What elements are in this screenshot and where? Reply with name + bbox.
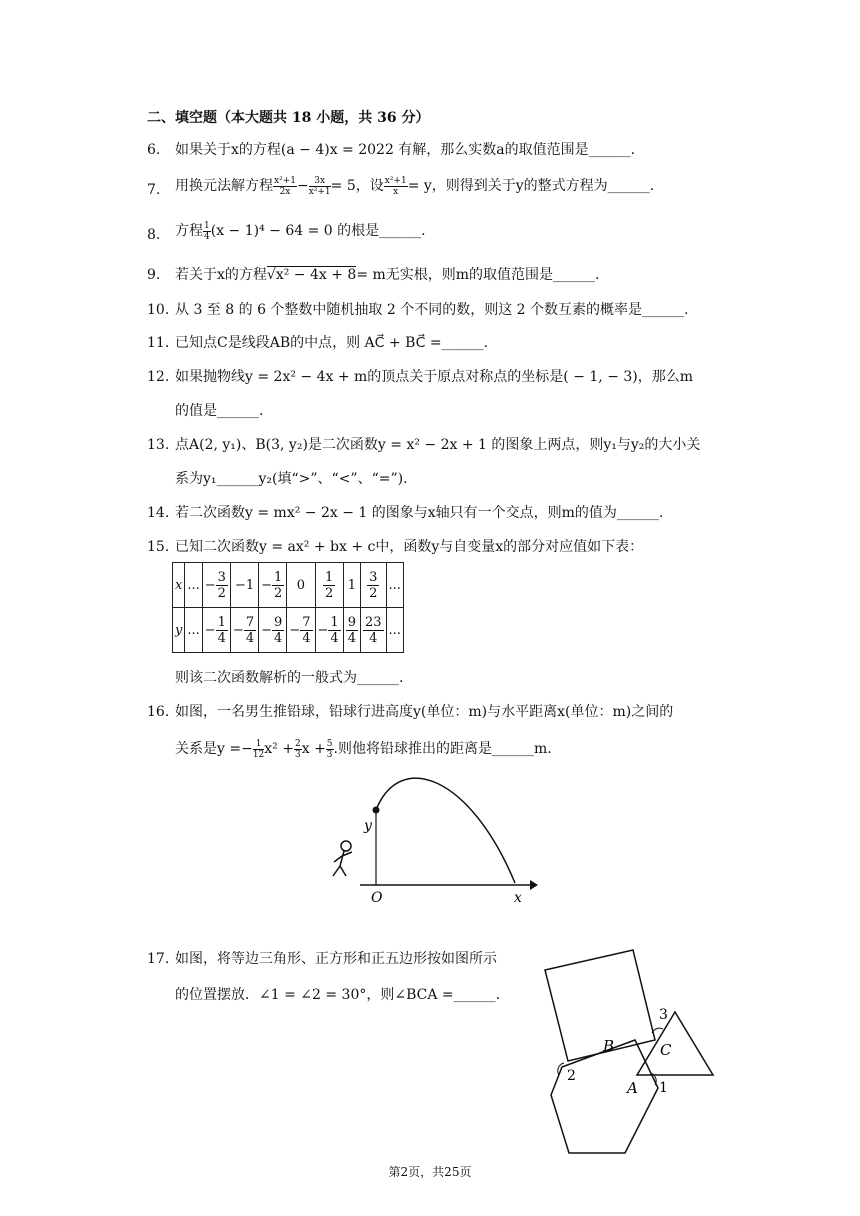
label-C: C (660, 1041, 672, 1059)
q12-number: 12. (147, 369, 170, 385)
table-cell-y-4: − $\frac{1}{4}$ (315, 608, 343, 653)
table-row-y (173, 608, 404, 653)
q16-fraction-2: $\frac{2}{3}$ (294, 738, 301, 760)
q7-part-a: 用换元法解方程 (175, 178, 273, 194)
table-cell-dots: ... (185, 563, 202, 608)
q7-part-c: = y，则得到关于y的整式方程为______. (407, 178, 655, 194)
table-cell-dots: ... (185, 608, 202, 653)
q16-part-c: x + (301, 741, 326, 757)
q9-number: 9. (147, 267, 161, 283)
q16-line1: 如图，一名男生推铅球，铅球行进高度y(单位：m)与水平距离x(单位：m)之间的 (175, 704, 674, 720)
page-footer: 第2页，共25页 (388, 1165, 472, 1179)
label-angle-2: 2 (567, 1068, 576, 1084)
q7-number: 7. (147, 182, 161, 198)
table-cell-x-0: − $\frac{3}{2}$ (202, 563, 230, 608)
label-angle-3: 3 (659, 1007, 668, 1023)
q9-part-a: 若关于x的方程 (175, 267, 267, 283)
label-angle-1: 1 (659, 1080, 668, 1096)
value-table (172, 562, 404, 653)
q17-line2: 的位置摆放．∠1 = ∠2 = 30°，则∠BCA =______. (175, 987, 501, 1003)
table-cell-y-label: y (173, 608, 185, 653)
q11-text: 已知点C是线段AB的中点，则 AC⃗ + BC⃗ =______. (175, 335, 489, 351)
q8-fraction: $\frac{1}{4}$ (204, 220, 210, 242)
q9-text (175, 266, 600, 284)
q17-line1: 如图，将等边三角形、正方形和正五边形按如图所示 (175, 951, 497, 967)
table-cell-y-0: − $\frac{1}{4}$ (202, 608, 230, 653)
table-cell-x-3: 0 (287, 563, 315, 608)
q15-after: 则该二次函数解析的一般式为______. (175, 670, 404, 686)
q8-part-a: 方程 (175, 223, 203, 239)
q8-part-b: (x − 1)⁴ − 64 = 0 的根是______. (210, 223, 426, 239)
fig-x-label: x (514, 890, 522, 906)
polygons-figure (535, 935, 735, 1160)
shot-put-figure (320, 770, 540, 910)
q12-line1: 如果抛物线y = 2x² − 4x + m的顶点关于原点对称点的坐标是( − 1, − 3)，那么m (175, 369, 694, 385)
q6-text: 如果关于x的方程(a − 4)x = 2022 有解，那么实数a的取值范围是______. (175, 142, 636, 158)
q16-part-b: x² + (264, 741, 294, 757)
q16-fraction-3: $\frac{5}{3}$ (326, 738, 333, 760)
q15-number: 15. (147, 539, 170, 555)
table-cell-y-6: $\frac{23}{4}$ (360, 608, 386, 653)
table-cell-y-5: $\frac{9}{4}$ (343, 608, 360, 653)
q7-part-b: = 5，设 (330, 178, 384, 194)
table-cell-x-5: 1 (343, 563, 360, 608)
q9-root: √x² − 4x + 8 (266, 267, 357, 283)
q8-text (175, 219, 426, 243)
q7-fraction-1: $\frac{\text{x²+1}}{2x}$ (274, 175, 296, 197)
label-A: A (627, 1079, 638, 1097)
q13-line2: 系为y₁______y₂(填“>”、“<”、“=”). (175, 471, 408, 487)
q15-text: 已知二次函数y = ax² + bx + c中，函数y与自变量x的部分对应值如下表： (175, 539, 644, 555)
table-cell-x-2: − $\frac{1}{2}$ (259, 563, 287, 608)
q11-number: 11. (147, 335, 170, 351)
q16-number: 16. (147, 704, 170, 720)
square-shape (545, 950, 655, 1061)
label-B: B (603, 1037, 615, 1055)
x-axis-arrow (530, 880, 538, 890)
table-cell-x-label: x (173, 563, 185, 608)
q16-fraction-1: $\frac{1}{12}$ (252, 738, 265, 760)
section-title: 二、填空题（本大题共 18 小题，共 36 分） (147, 110, 430, 126)
triangle-shape (637, 1012, 713, 1075)
q16-part-d: .则他将铅球推出的距离是______m. (333, 741, 552, 757)
q17-number: 17. (147, 951, 170, 967)
q7-minus: − (296, 178, 309, 194)
table-cell-x-6: $\frac{3}{2}$ (360, 563, 386, 608)
fig-y-label: y (364, 818, 372, 834)
q7-fraction-3: $\frac{\text{x²+1}}{x}$ (384, 175, 407, 197)
table-cell-y-3: − $\frac{7}{4}$ (287, 608, 315, 653)
q14-text: 若二次函数y = mx² − 2x − 1 的图象与x轴只有一个交点，则m的值为______. (175, 505, 664, 521)
trajectory-curve (376, 778, 515, 883)
table-cell-x-4: $\frac{1}{2}$ (315, 563, 343, 608)
q12-line2: 的值是______. (175, 403, 264, 419)
q9-part-b: = m无实根，则m的取值范围是______. (356, 267, 600, 283)
table-cell-y-1: − $\frac{7}{4}$ (230, 608, 258, 653)
q13-line1: 点A(2, y₁)、B(3, y₂)是二次函数y = x² − 2x + 1 的图象上两点，则y₁与y₂的大小关 (175, 437, 701, 453)
q14-number: 14. (147, 505, 170, 521)
table-row-x (173, 563, 404, 608)
q8-number: 8. (147, 227, 161, 243)
q16-line2 (175, 737, 552, 761)
q10-number: 10. (147, 302, 170, 318)
table-cell-dots: ... (386, 608, 403, 653)
q7-text (175, 174, 654, 198)
fig-origin-label: O (371, 890, 383, 906)
q16-part-a: 关系是y =− (175, 741, 253, 757)
q7-fraction-2: $\frac{3x}{\text{x²+1}}$ (308, 175, 331, 197)
q10-text: 从 3 至 8 的 6 个整数中随机抽取 2 个不同的数，则这 2 个数互素的概率是______. (175, 302, 689, 318)
table-cell-x-1: −1 (230, 563, 258, 608)
q13-number: 13. (147, 437, 170, 453)
table-cell-y-2: − $\frac{9}{4}$ (259, 608, 287, 653)
stick-figure (333, 841, 352, 876)
q6-number: 6. (147, 142, 161, 158)
table-cell-dots: ... (386, 563, 403, 608)
